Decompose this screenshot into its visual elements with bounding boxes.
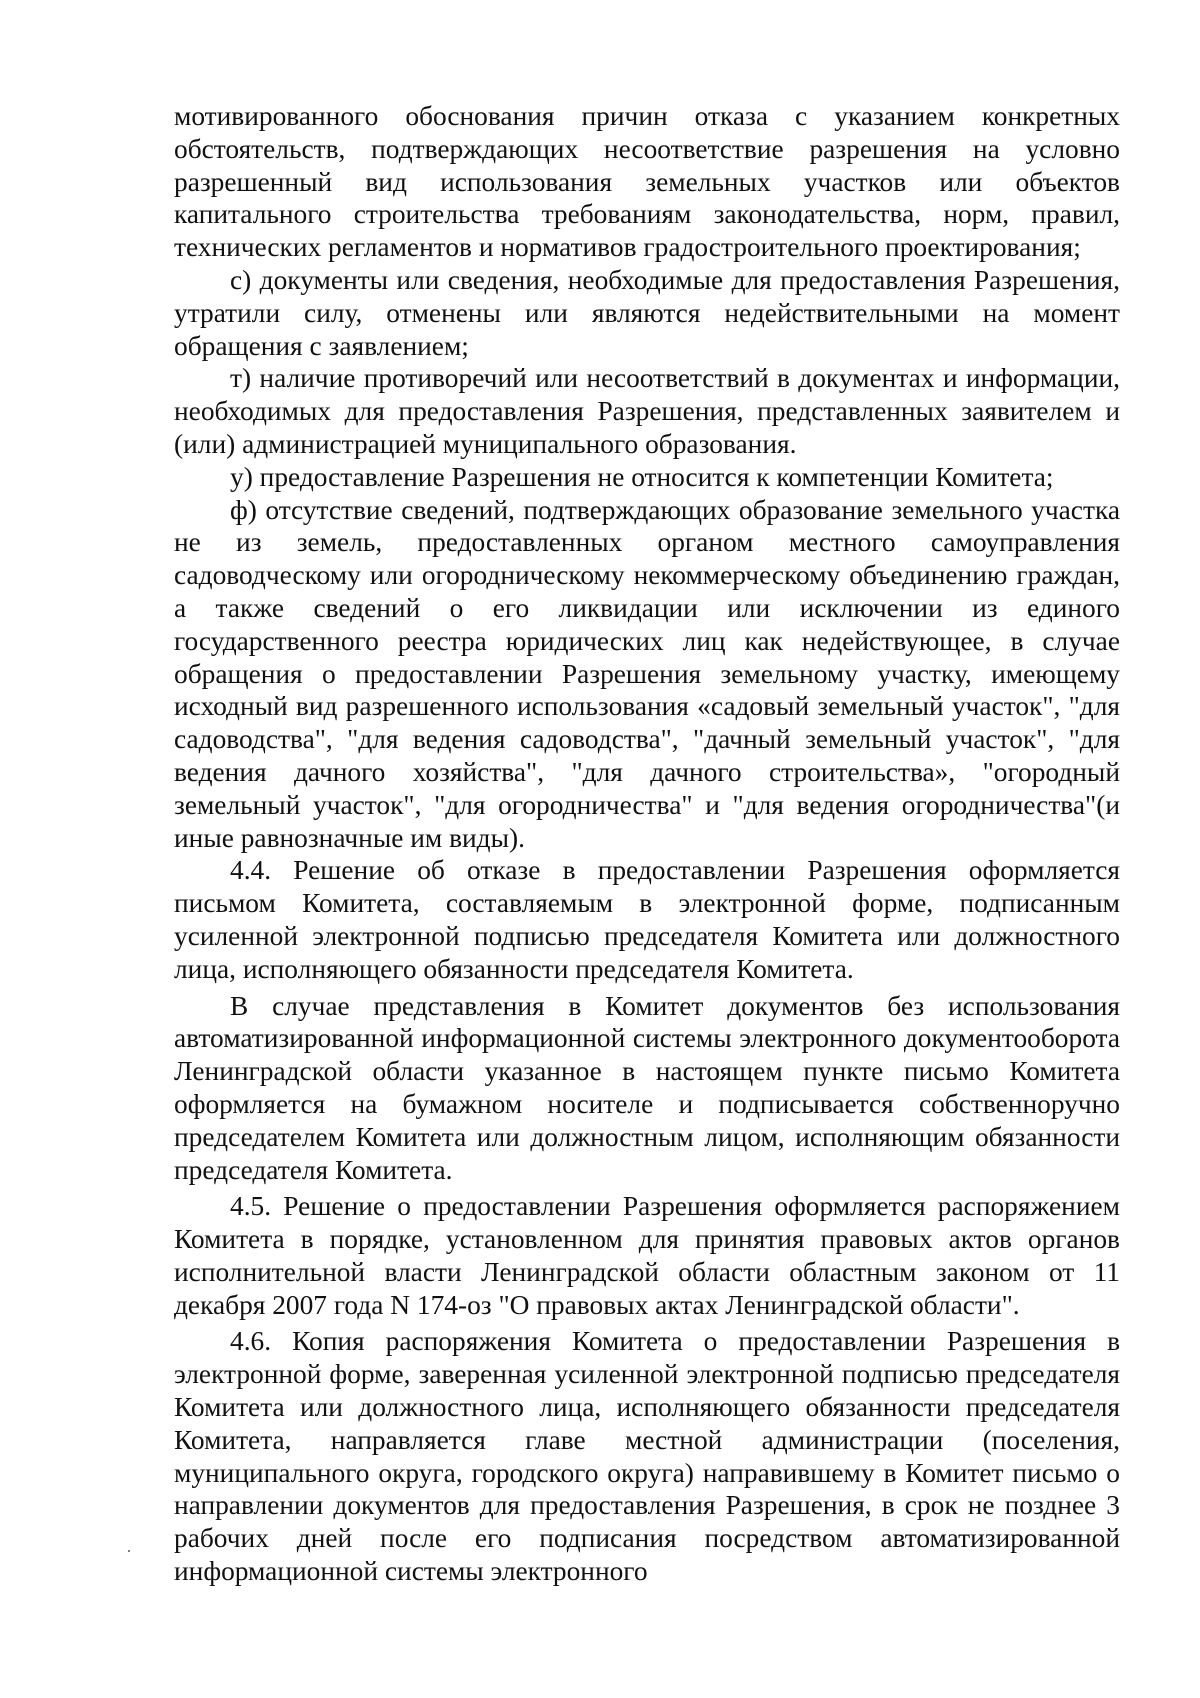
paragraph-4-4-paper: В случае представления в Комитет документов без использования автоматизированной информационной системы электронного документооборота Ленинградской области указанное в настоящем пункте письмо Комитета оформляется на бумажном носителе и подписывается собственноручно председателем Комитета или должностным лицом, исполняющим обязанности председателя Комитета.	[174, 990, 1120, 1185]
paragraph-4-6: 4.6. Копия распоряжения Комитета о предоставлении Разрешения в электронной форме, заверенная усиленной электронной подписью председателя Комитета или должностного лица, исполняющего обязанности председателя Комитета, направляется главе местной администрации (поселения, муниципального округа, городского округа) направившему в Комитет письмо о направлении документов для предоставления Разрешения, в срок не позднее 3 рабочих дней после его подписания посредством автоматизированной информационной системы электронного	[174, 1326, 1120, 1587]
document-body	[174, 100, 1120, 1588]
paragraph-item-s: с) документы или сведения, необходимые для предоставления Разрешения, утратили силу, отменены или являются недействительными на момент обращения с заявлением;	[174, 264, 1120, 361]
paragraph-item-f: ф) отсутствие сведений, подтверждающих образование земельного участка не из земель, предоставленных органом местного самоуправления садоводческому или огородническому некоммерческому объединению граждан, а также сведений о его ликвидации или исключении из единого государственного реестра юридических лиц как недействующее, в случае обращения о предоставлении Разрешения земельному участку, имеющему исходный вид разрешенного использования «садовый земельный участок", "для садоводства", "для ведения садоводства", "дачный земельный участок", "для ведения дачного хозяйства", "для дачного строительства», "огородный земельный участок", "для огородничества" и "для ведения огородничества"(и иные равнозначные им виды).	[174, 494, 1120, 853]
scan-speck	[128, 1550, 130, 1552]
paragraph-4-4: 4.4. Решение об отказе в предоставлении Разрешения оформляется письмом Комитета, составляемым в электронной форме, подписанным усиленной электронной подписью председателя Комитета или должностного лица, исполняющего обязанности председателя Комитета.	[174, 855, 1120, 984]
paragraph-4-5: 4.5. Решение о предоставлении Разрешения оформляется распоряжением Комитета в порядке, установленном для принятия правовых актов органов исполнительной власти Ленинградской области областным законом от 11 декабря 2007 года N 174-оз "О правовых актах Ленинградской области".	[174, 1191, 1120, 1320]
paragraph-continuation: мотивированного обоснования причин отказа с указанием конкретных обстоятельств, подтверждающих несоответствие разрешения на условно разрешенный вид использования земельных участков или объектов капитального строительства требованиям законодательства, норм, правил, технических регламентов и нормативов градостроительного проектирования;	[174, 101, 1120, 263]
paragraph-item-u: у) предоставление Разрешения не относится к компетенции Комитета;	[230, 461, 1054, 492]
paragraph-item-t: т) наличие противоречий или несоответствий в документах и информации, необходимых для предоставления Разрешения, представленных заявителем и (или) администрацией муниципального образования.	[174, 363, 1120, 459]
